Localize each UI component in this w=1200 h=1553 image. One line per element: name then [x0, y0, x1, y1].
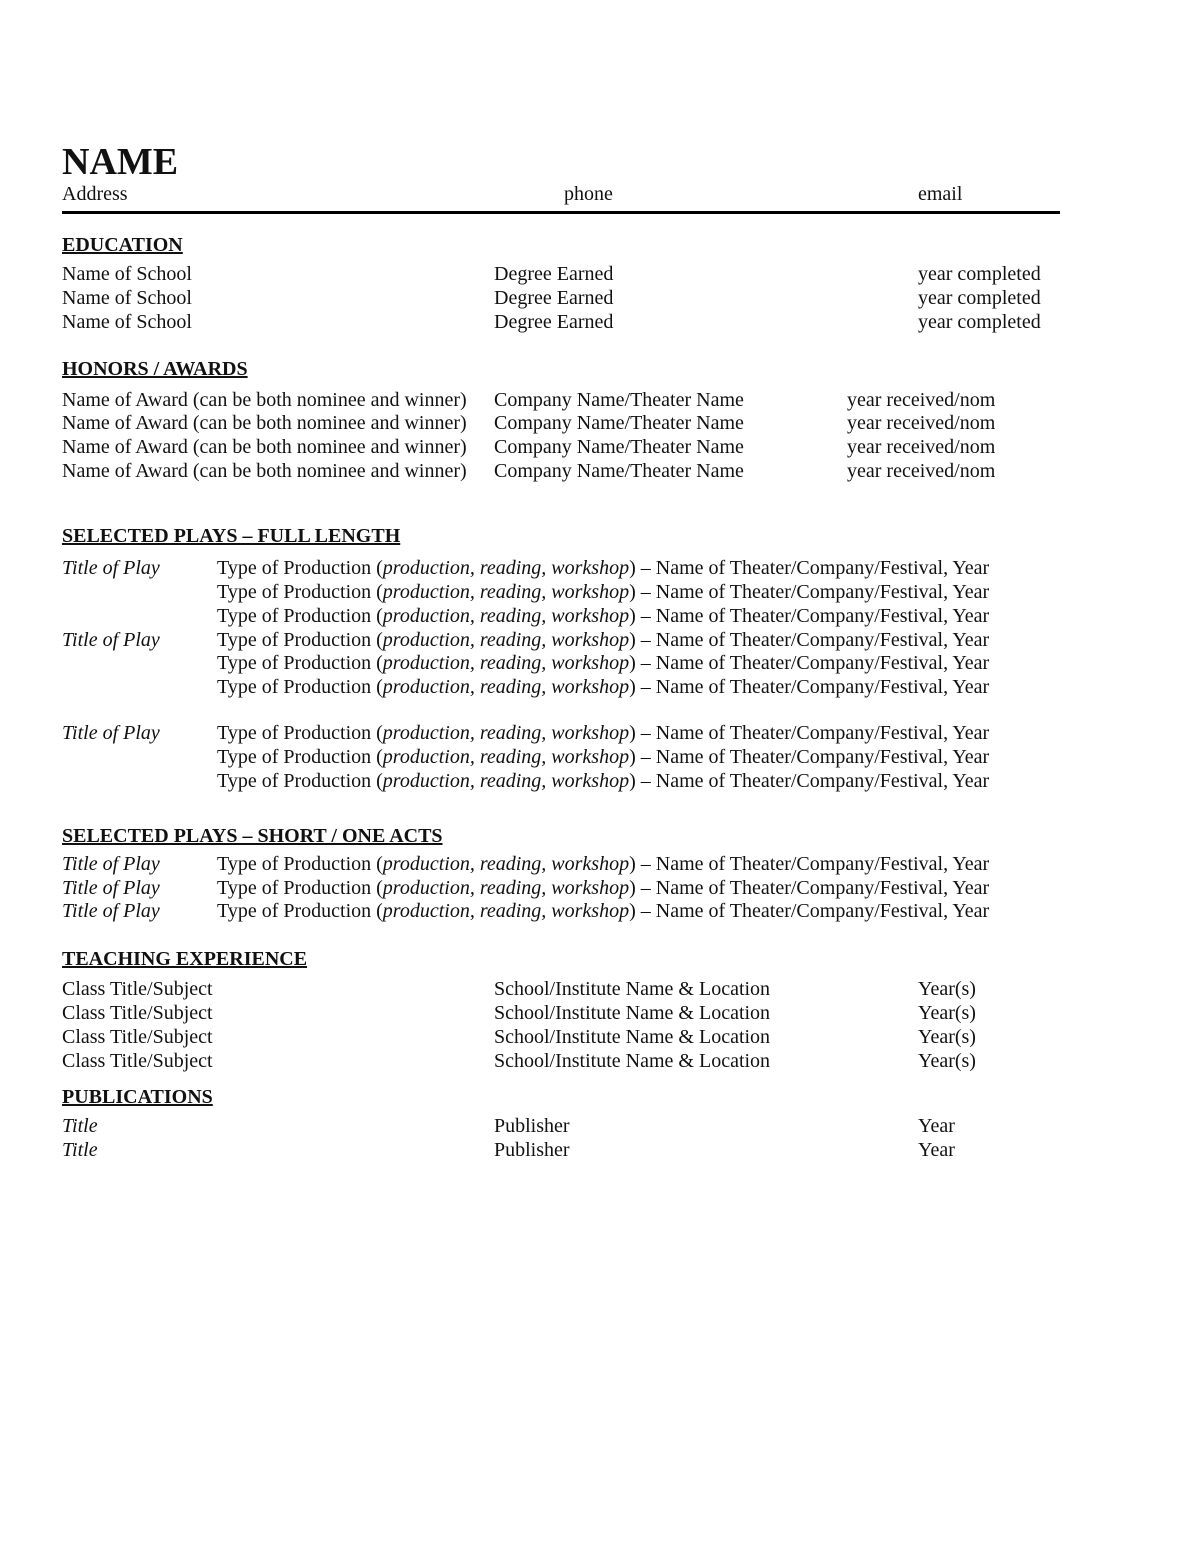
- production-line: Type of Production (production, reading, workshop) – Name of Theater/Company/Festival, Year: [217, 581, 990, 603]
- school-name: Name of School: [62, 287, 192, 309]
- address: Address: [62, 183, 128, 205]
- production-line: Type of Production (production, reading, workshop) – Name of Theater/Company/Festival, Year: [217, 770, 990, 792]
- award-name: Name of Award (can be both nominee and winner): [62, 389, 467, 411]
- production-line: Type of Production (production, reading, workshop) – Name of Theater/Company/Festival, Year: [217, 853, 990, 875]
- award-year: year received/nom: [847, 436, 996, 458]
- institute-name: School/Institute Name & Location: [494, 1002, 771, 1024]
- award-name: Name of Award (can be both nominee and winner): [62, 460, 467, 482]
- institute-name: School/Institute Name & Location: [494, 978, 771, 1000]
- class-title: Class Title/Subject: [62, 1050, 213, 1072]
- full-length-heading: SELECTED PLAYS – FULL LENGTH: [62, 525, 401, 547]
- class-title: Class Title/Subject: [62, 1026, 213, 1048]
- production-line: Type of Production (production, reading, workshop) – Name of Theater/Company/Festival, Year: [217, 676, 990, 698]
- publication-year: Year: [918, 1139, 955, 1161]
- production-line: Type of Production (production, reading, workshop) – Name of Theater/Company/Festival, Year: [217, 722, 990, 744]
- play-title: Title of Play: [62, 629, 160, 651]
- email: email: [918, 183, 963, 205]
- publications-heading: PUBLICATIONS: [62, 1086, 213, 1108]
- production-line: Type of Production (production, reading, workshop) – Name of Theater/Company/Festival, Year: [217, 900, 990, 922]
- teaching-years: Year(s): [918, 1002, 976, 1024]
- publication-year: Year: [918, 1115, 955, 1137]
- degree: Degree Earned: [494, 263, 614, 285]
- year-completed: year completed: [918, 311, 1041, 333]
- publisher: Publisher: [494, 1115, 570, 1137]
- play-title: Title of Play: [62, 877, 160, 899]
- teaching-years: Year(s): [918, 1026, 976, 1048]
- header-divider: [62, 211, 1060, 214]
- publisher: Publisher: [494, 1139, 570, 1161]
- school-name: Name of School: [62, 263, 192, 285]
- class-title: Class Title/Subject: [62, 1002, 213, 1024]
- award-year: year received/nom: [847, 389, 996, 411]
- production-line: Type of Production (production, reading, workshop) – Name of Theater/Company/Festival, Year: [217, 605, 990, 627]
- teaching-heading: TEACHING EXPERIENCE: [62, 948, 308, 970]
- production-line: Type of Production (production, reading, workshop) – Name of Theater/Company/Festival, Year: [217, 652, 990, 674]
- production-line: Type of Production (production, reading, workshop) – Name of Theater/Company/Festival, Year: [217, 557, 990, 579]
- award-name: Name of Award (can be both nominee and winner): [62, 412, 467, 434]
- award-name: Name of Award (can be both nominee and winner): [62, 436, 467, 458]
- year-completed: year completed: [918, 287, 1041, 309]
- year-completed: year completed: [918, 263, 1041, 285]
- production-line: Type of Production (production, reading, workshop) – Name of Theater/Company/Festival, Year: [217, 629, 990, 651]
- resume-name: NAME: [62, 141, 179, 183]
- degree: Degree Earned: [494, 311, 614, 333]
- production-line: Type of Production (production, reading, workshop) – Name of Theater/Company/Festival, Year: [217, 877, 990, 899]
- play-title: Title of Play: [62, 557, 160, 579]
- play-title: Title of Play: [62, 853, 160, 875]
- phone: phone: [564, 183, 613, 205]
- degree: Degree Earned: [494, 287, 614, 309]
- play-title: Title of Play: [62, 722, 160, 744]
- short-plays-heading: SELECTED PLAYS – SHORT / ONE ACTS: [62, 825, 443, 847]
- class-title: Class Title/Subject: [62, 978, 213, 1000]
- award-company: Company Name/Theater Name: [494, 436, 744, 458]
- award-company: Company Name/Theater Name: [494, 412, 744, 434]
- award-company: Company Name/Theater Name: [494, 389, 744, 411]
- school-name: Name of School: [62, 311, 192, 333]
- award-year: year received/nom: [847, 460, 996, 482]
- publication-title: Title: [62, 1139, 98, 1161]
- teaching-years: Year(s): [918, 978, 976, 1000]
- award-company: Company Name/Theater Name: [494, 460, 744, 482]
- play-title: Title of Play: [62, 900, 160, 922]
- teaching-years: Year(s): [918, 1050, 976, 1072]
- honors-heading: HONORS / AWARDS: [62, 358, 248, 380]
- education-heading: EDUCATION: [62, 234, 183, 256]
- production-line: Type of Production (production, reading, workshop) – Name of Theater/Company/Festival, Year: [217, 746, 990, 768]
- institute-name: School/Institute Name & Location: [494, 1026, 771, 1048]
- award-year: year received/nom: [847, 412, 996, 434]
- institute-name: School/Institute Name & Location: [494, 1050, 771, 1072]
- publication-title: Title: [62, 1115, 98, 1137]
